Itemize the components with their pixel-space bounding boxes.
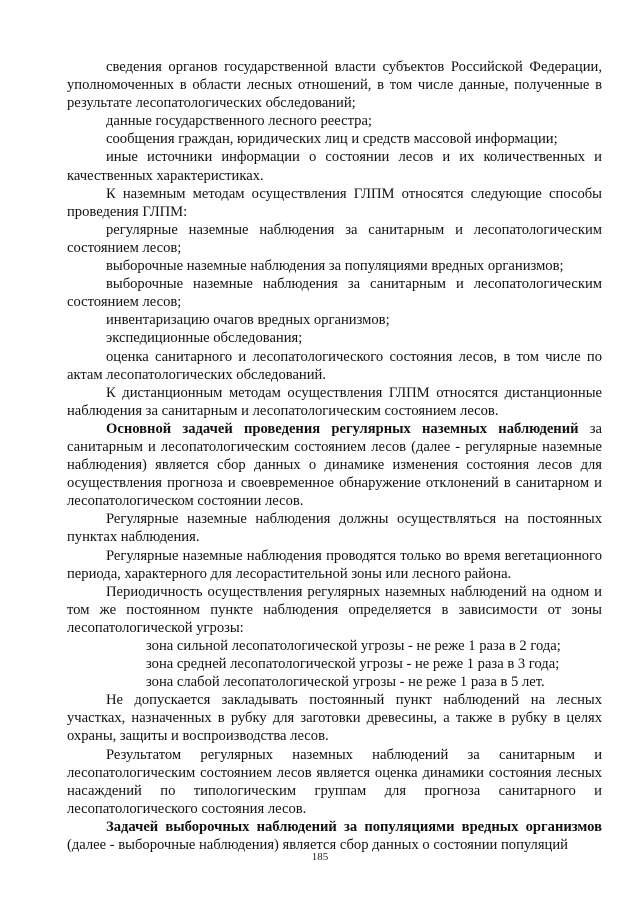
bold-lead: Задачей выборочных наблюдений за популяциями вредных организмов (106, 818, 602, 835)
paragraph: К наземным методам осуществления ГЛПМ относятся следующие способы проведения ГЛПМ: (67, 185, 602, 220)
paragraph: Периодичность осуществления регулярных наземных наблюдений на одном и том же постоянном пункте наблюдения определяется в зависимости от зоны лесопатологической угрозы: (67, 583, 602, 636)
threat-zone-item: зона сильной лесопатологической угрозы - не реже 1 раза в 2 года; (146, 638, 561, 654)
bold-lead: Основной задачей проведения регулярных наземных наблюдений (106, 420, 579, 437)
paragraph: данные государственного лесного реестра; (106, 113, 372, 130)
paragraph-text: за санитарным и лесопатологическим состоянием лесов (далее - регулярные наземные наблюдения) является сбор данных о динамике изменения состояния лесов для осуществления прогноза и своевременное обнаружение отклонений в санитарном и лесопатологическом состоянии лесов. (67, 420, 602, 510)
paragraph: К дистанционным методам осуществления ГЛПМ относятся дистанционные наблюдения за санитарным и лесопатологическим состоянием лесов. (67, 384, 602, 419)
paragraph: сообщения граждан, юридических лиц и средств массовой информации; (106, 131, 558, 148)
document-page (67, 58, 602, 854)
paragraph: Регулярные наземные наблюдения должны осуществляться на постоянных пунктах наблюдения. (67, 511, 602, 546)
paragraph: сведения органов государственной власти субъектов Российской Федерации, уполномоченных в области лесных отношений, в том числе данные, полученные в результате лесопатологических обследований; (67, 59, 602, 112)
paragraph: Регулярные наземные наблюдения проводятся только во время вегетационного периода, характерного для лесорастительной зоны или лесного района. (67, 547, 602, 582)
paragraph: Результатом регулярных наземных наблюдений за санитарным и лесопатологическим состоянием лесов является оценка динамики состояния лесных насаждений по типологическим группам для прогноза санитарного и лесопатологического состояния лесов. (67, 746, 602, 817)
threat-zone-item: зона слабой лесопатологической угрозы - не реже 1 раза в 5 лет. (146, 674, 545, 691)
paragraph: инвентаризацию очагов вредных организмов; (106, 312, 390, 329)
paragraph-text: (далее - выборочные наблюдения) является сбор данных о состоянии популяций (67, 837, 568, 854)
page-number: 185 (311, 851, 329, 863)
paragraph: выборочные наземные наблюдения за популяциями вредных организмов; (106, 258, 564, 275)
paragraph (67, 818, 602, 854)
paragraph: регулярные наземные наблюдения за санитарным и лесопатологическим состоянием лесов; (67, 221, 602, 256)
paragraph: иные источники информации о состоянии лесов и их количественных и качественных характеристиках. (67, 149, 602, 184)
paragraph (67, 420, 602, 510)
threat-zone-item: зона средней лесопатологической угрозы - не реже 1 раза в 3 года; (146, 656, 560, 673)
paragraph: оценка санитарного и лесопатологического состояния лесов, в том числе по актам лесопатологических обследований. (67, 348, 602, 383)
paragraph: Не допускается закладывать постоянный пункт наблюдений на лесных участках, назначенных в рубку для заготовки древесины, а также в рубку в целях охраны, защиты и воспроизводства лесов. (67, 692, 602, 745)
paragraph: выборочные наземные наблюдения за санитарным и лесопатологическим состоянием лесов; (67, 276, 602, 311)
paragraph: экспедиционные обследования; (106, 330, 303, 347)
